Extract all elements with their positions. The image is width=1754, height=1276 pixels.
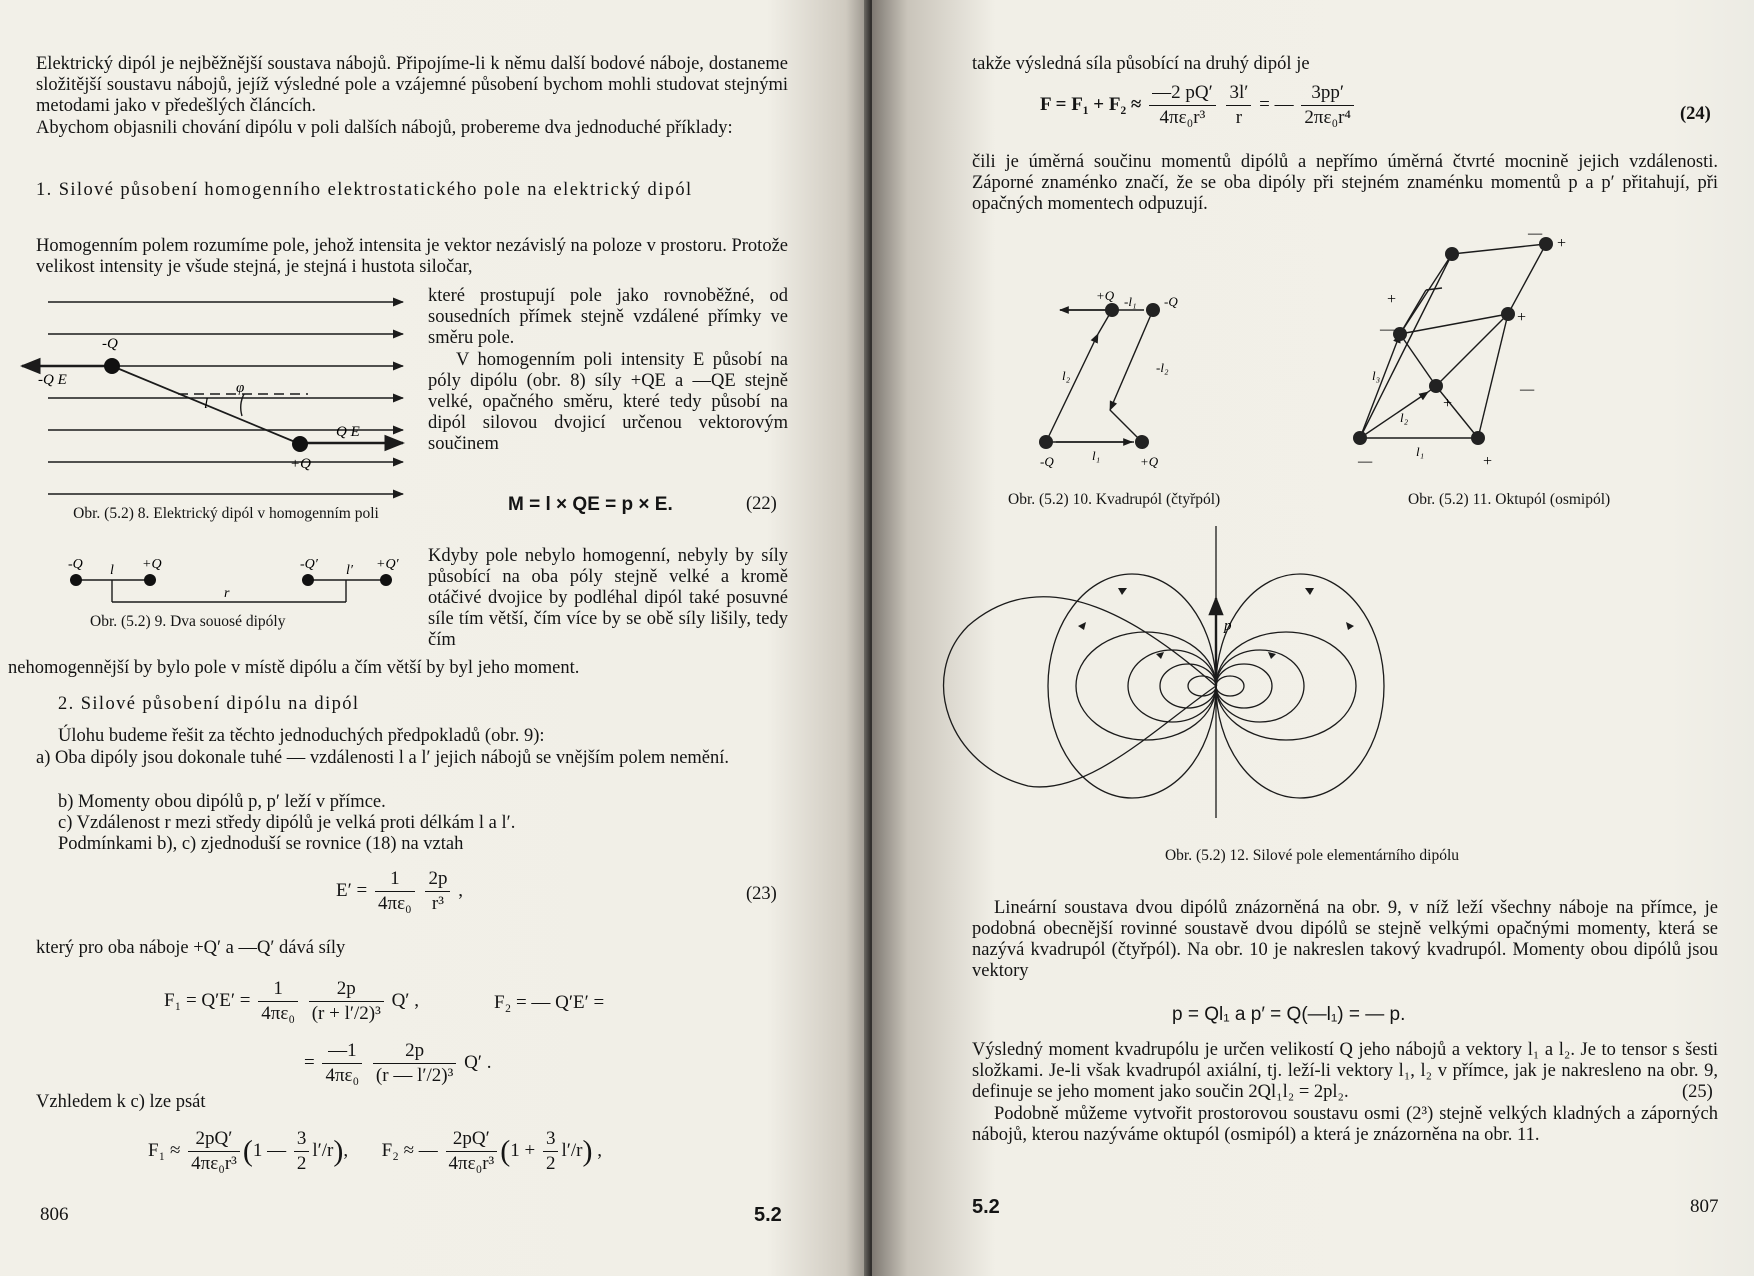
eq24-f1-num: —2 pQ′ [1149, 82, 1216, 106]
page-number-right: 807 [1690, 1196, 1719, 1217]
fig11-plus-2: + [1386, 291, 1397, 308]
figure-9-caption: Obr. (5.2) 9. Dva souosé dipóly [90, 613, 286, 630]
label-l: l [110, 563, 114, 578]
label-neg-force: -Q E [38, 372, 67, 388]
heading-1: 1. Silové působení homogenního elektrostatického pole na elektrický dipól [36, 180, 693, 200]
approx2-small-den: 2 [545, 1153, 556, 1174]
approx1-small [294, 1128, 310, 1175]
eq24-mid: = — [1259, 93, 1294, 115]
homogeneous-paragraph-cont: které prostupují pole jako rovnoběžné, od sousedních přímek stejně vzdálené přímky ve směru pole. [428, 286, 788, 348]
approx2-den: 4πε₀r³ [448, 1153, 495, 1174]
equation-24-number: (24) [1680, 104, 1711, 124]
conditions-simplify: Podmínkami b), c) zjednoduší se rovnice (18) na vztah [58, 834, 464, 854]
eq23-f1-num: 1 [375, 868, 415, 892]
eq24-frac2 [1226, 82, 1251, 129]
fig11-minus-3: — [1520, 381, 1535, 398]
eqF2b-lhs: = [304, 1051, 315, 1073]
approx1-lhs: F₁ ≈ [148, 1139, 181, 1161]
figure-9-coaxial-dipoles [54, 554, 414, 608]
eqF1-f1-den: 4πε₀ [261, 1003, 295, 1024]
eq23-f1-den: 4πε₀ [377, 893, 412, 914]
approx2-small [543, 1128, 559, 1175]
label-arm: l [204, 396, 209, 412]
figure-12-caption: Obr. (5.2) 12. Silové pole elementárního dipólu [1164, 847, 1459, 864]
label-l-prime: l′ [346, 563, 353, 578]
eqF1-lhs: F₁ = Q′E′ = [164, 989, 251, 1011]
approx1-paren: 1 — [252, 1139, 287, 1161]
eq24-f3-num: 3pp′ [1301, 82, 1354, 106]
left-page [0, 0, 872, 1276]
condition-a: a) Oba dipóly jsou dokonale tuhé — vzdálenosti l a l′ jejich nábojů se vnějším polem nemění. [36, 748, 730, 768]
eqF2-f2-den: (r — l′/2)³ [375, 1065, 454, 1086]
after-eq24-paragraph: čili je úměrná součinu momentů dipólů a nepřímo úměrná čtvrté mocnině jejich vzdálenosti. Záporné znaménko značí, že se oba dipóly při stejném znaménku momentů p a p′ přitahují, při opačných momentech odpuzují. [972, 152, 1718, 214]
eqF2-f1-den: 4πε₀ [325, 1065, 360, 1086]
eq24-frac1 [1149, 82, 1216, 129]
approx1-frac [188, 1128, 240, 1175]
approx2-num: 2pQ′ [446, 1128, 498, 1152]
equation-F2-cont [304, 1040, 491, 1087]
fig11-minus-2: — [1380, 321, 1395, 338]
negative-charge [104, 358, 120, 374]
label-neg-charge: -Q [102, 336, 118, 352]
forces-paragraph: V homogenním poli intensity E působí na póly dipólu (obr. 8) síly +QE a —QE stejně velké, opačného směru, které tedy působí na dipól silovou dvojicí určenou vektorovým součinem [428, 350, 788, 454]
fig10-label-left: l₂ [1062, 368, 1071, 383]
condition-c: c) Vzdálenost r mezi středy dipólů je velká proti délkám l a l′. [58, 813, 516, 833]
condition-b: b) Momenty obou dipólů p, p′ leží v přímce. [58, 792, 386, 812]
figure-10-quadrupole [1040, 282, 1230, 472]
approx2-lr: l′/r [561, 1139, 583, 1161]
approx-intro: Vzhledem k c) lze psát [36, 1092, 206, 1112]
equation-F1 [164, 978, 419, 1025]
eqF1-frac2 [309, 978, 384, 1025]
eq24-frac3 [1301, 82, 1354, 129]
approx2-paren: 1 + [510, 1139, 536, 1161]
label-angle: φ [236, 380, 245, 396]
heading-2: 2. Silové působení dipólu na dipól [58, 694, 360, 714]
label-pos-charge: +Q [290, 456, 311, 472]
figure-8-dipole-in-field [18, 296, 418, 496]
fig10-label-bot: l₁ [1092, 448, 1101, 463]
eqF2-frac1 [322, 1040, 362, 1087]
fig10-label-top: -l₁ [1124, 294, 1137, 309]
approx2-lhs: F₂ ≈ — [381, 1139, 438, 1161]
homogeneous-paragraph: Homogenním polem rozumíme pole, jehož intensita je vektor nezávislý na poloze v prostoru. Protože velikost intensity je všude stejná, je stejná i hustota siločar, [36, 236, 788, 277]
tensor-paragraph: Výsledný moment kvadrupólu je určen velikostí Q jeho nábojů a vektory l₁ a l₂. Je to tensor s šesti složkami. Je-li však kvadrupól axiální, tj. leží-li vektory l₁, l₂ v přímce, jak je nakresleno na obr. 9, definuje se jeho moment jako součin 2Ql₁l₂ = 2pl₂. [972, 1040, 1718, 1102]
positive-charge [292, 436, 308, 452]
fig11-l1: l₁ [1416, 444, 1425, 459]
figure-8-caption: Obr. (5.2) 8. Elektrický dipól v homogenním poli [73, 505, 379, 522]
eqF2-tail: Q′ . [464, 1051, 492, 1073]
force-intro: takže výsledná síla působící na druhý dipól je [972, 54, 1310, 74]
approx2-frac [446, 1128, 498, 1175]
eq24-lhs: F = F₁ + F₂ ≈ [1040, 93, 1142, 115]
nonhomogeneous-paragraph-end: nehomogennější by bylo pole v místě dipólu a čím větší by byl jeho moment. [8, 658, 580, 678]
equation-24 [1040, 82, 1357, 129]
fig10-label-bl: -Q [1040, 454, 1054, 469]
octupole-paragraph: Podobně můžeme vytvořit prostorovou soustavu osmi (2³) stejně velkých kladných a záporných nábojů, kterou nazýváme oktupól (osmipól) a která je znázorněna na obr. 11. [972, 1104, 1718, 1145]
eq23-f2-num: 2p [425, 868, 450, 892]
label-q1-pos: +Q [142, 557, 162, 572]
approx-end: , [597, 1139, 602, 1161]
eqF1-f2-num: 2p [309, 978, 384, 1002]
eq24-f2-den: r [1235, 107, 1243, 128]
page-number-left: 806 [40, 1204, 69, 1225]
approx2-small-num: 3 [543, 1128, 559, 1152]
equation-25-number: (25) [1682, 1082, 1713, 1102]
fig11-plus-4: + [1442, 395, 1453, 412]
label-r: r [224, 586, 230, 601]
equation-F2: F₂ = — Q′E′ = [494, 992, 605, 1013]
fig11-plus-1: + [1556, 235, 1567, 252]
eqF1-tail: Q′ , [391, 989, 419, 1011]
eq24-f2-num: 3l′ [1226, 82, 1251, 106]
equation-23 [336, 868, 463, 915]
section-marker-right: 5.2 [972, 1196, 1000, 1218]
nonhomogeneous-paragraph: Kdyby pole nebylo homogenní, nebyly by síly působící na oba póly stejně velké a kromě otáčivé dvojice by podléhal dipól také posuvné síle tím větší, čím více by se obě síly lišily, tedy čím [428, 546, 788, 650]
fig10-label-right: -l₂ [1156, 360, 1169, 375]
approx1-small-den: 2 [296, 1153, 307, 1174]
eq23-frac1 [375, 868, 415, 915]
eqF1-f2-den: (r + l′/2)³ [311, 1003, 381, 1024]
eqF2-frac2 [373, 1040, 456, 1087]
equation-moments: p = Ql₁ a p′ = Q(—l₁) = — p. [1172, 1004, 1406, 1025]
equation-23-number: (23) [746, 884, 777, 904]
intro-paragraph-2: Abychom objasnili chování dipólu v poli dalších nábojů, probereme dva jednoduché příklady: [36, 118, 733, 138]
equation-22: M = l × QE = p × E. [508, 494, 673, 515]
fig12-label-p: p [1224, 618, 1232, 634]
equation-approx: F₁ ≈ $\frac{2pQ'}{\text{4πε₀r³}}$ (1 — $\frac{3}{2}$ l′/r), F₂ ≈ — $\frac{2pQ'}{\text{4πε₀r³}}$ (1 + $\frac{3}{2}$ l′/r) , [148, 1128, 602, 1174]
approx1-lr: l′/r [312, 1139, 334, 1161]
approx1-small-num: 3 [294, 1128, 310, 1152]
approx1-num: 2pQ′ [188, 1128, 240, 1152]
fig11-l3: l₃ [1372, 368, 1381, 383]
fig11-minus-1: — [1528, 225, 1543, 242]
label-q2-neg: -Q′ [300, 557, 318, 572]
eqF1-f1-num: 1 [258, 978, 298, 1002]
label-q2-pos: +Q′ [376, 557, 399, 572]
eq23-f2-den: r³ [431, 893, 444, 914]
fig10-label-tr: -Q [1164, 294, 1178, 309]
label-q1-neg: -Q [68, 557, 83, 572]
figure-12-dipole-field [1048, 526, 1628, 826]
linear-system-paragraph: Lineární soustava dvou dipólů znázorněná na obr. 9, v níž leží všechny náboje na přímce, je podobná obecnější rovinné soustavě dvou dipólů se stejně velkými opačnými momenty, která se nazývá kvadrupól (čtyřpól). Na obr. 10 je nakreslen takový kvadrupól. Momenty obou dipólů jsou vektory [972, 898, 1718, 981]
eqF2-f2-num: 2p [373, 1040, 456, 1064]
eq24-f1-den: 4πε₀r³ [1159, 107, 1206, 128]
task-paragraph: Úlohu budeme řešit za těchto jednoduchých předpokladů (obr. 9): [58, 726, 545, 746]
forces-intro: který pro oba náboje +Q′ a —Q′ dává síly [36, 938, 346, 958]
eqF1-frac1 [258, 978, 298, 1025]
fig10-label-br: +Q [1140, 454, 1159, 469]
eqF2-f1-num: —1 [322, 1040, 362, 1064]
fig11-l2: l₂ [1400, 410, 1409, 425]
eq23-frac2 [425, 868, 450, 915]
label-pos-force: Q E [336, 424, 360, 440]
fig11-plus-5: + [1482, 453, 1493, 470]
intro-paragraph-1: Elektrický dipól je nejběžnější soustava nábojů. Připojíme-li k němu další bodové náboje, dostaneme složitější soustavu nábojů, jejíž výsledné pole a vzájemné působení bychom mohli studovat stejnými metodami jako v předešlých článcích. [36, 54, 788, 116]
right-page [872, 0, 1754, 1276]
equation-22-number: (22) [746, 494, 777, 514]
fig11-minus-4: — [1358, 453, 1373, 470]
figure-10-caption: Obr. (5.2) 10. Kvadrupól (čtyřpól) [1008, 491, 1221, 508]
fig10-label-tl: +Q [1096, 288, 1115, 303]
figure-11-caption: Obr. (5.2) 11. Oktupól (osmipól) [1408, 491, 1611, 508]
eq23-lhs: E′ = [336, 879, 368, 901]
eq24-f3-den: 2πε₀r⁴ [1304, 107, 1352, 128]
figure-11-octupole [1358, 225, 1680, 470]
eq23-tail: , [458, 879, 463, 901]
fig11-plus-3: + [1516, 309, 1527, 326]
approx1-den: 4πε₀r³ [191, 1153, 237, 1174]
section-marker-left: 5.2 [754, 1204, 782, 1226]
